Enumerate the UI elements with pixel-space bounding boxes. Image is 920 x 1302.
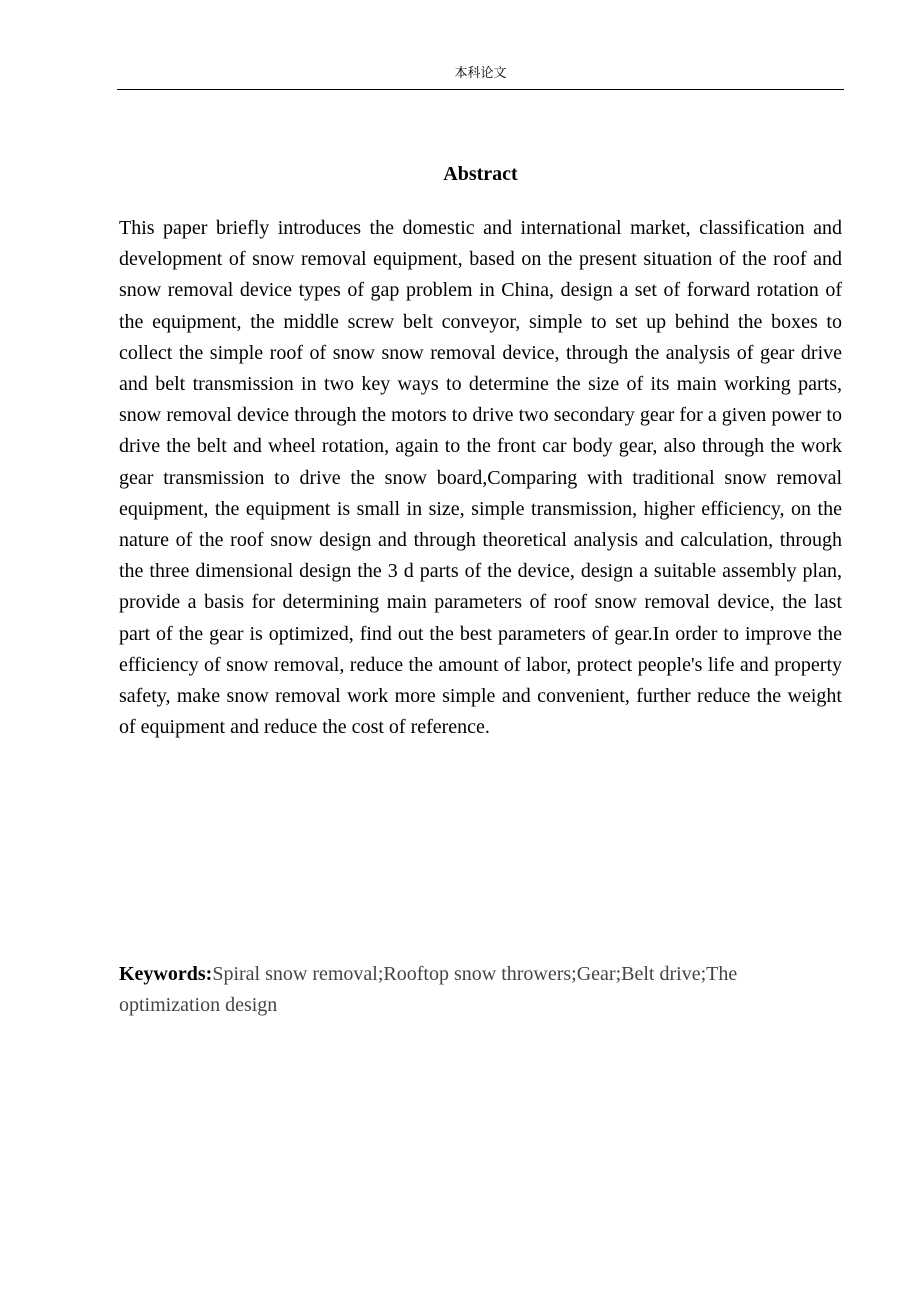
keywords-label: Keywords: bbox=[119, 963, 213, 985]
header-divider bbox=[117, 89, 844, 90]
keywords-paragraph bbox=[119, 959, 842, 1021]
abstract-body: This paper briefly introduces the domestic and international market, classification and development of snow removal equipment, based on the present situation of the roof and snow removal device types of gap problem in China, design a set of forward rotation of the equipment, the middle screw belt conveyor, simple to set up behind the boxes to collect the simple roof of snow snow removal device, through the analysis of gear drive and belt transmission in two key ways to determine the size of its main working parts, snow removal device through the motors to drive two secondary gear for a given power to drive the belt and wheel rotation, again to the front car body gear, also through the work gear transmission to drive the snow board,Comparing with traditional snow removal equipment, the equipment is small in size, simple transmission, higher efficiency, on the nature of the roof snow design and through theoretical analysis and calculation, through the three dimensional design the 3 d parts of the device, design a suitable assembly plan, provide a basis for determining main parameters of roof snow removal device, the last part of the gear is optimized, find out the best parameters of gear.In order to improve the efficiency of snow removal, reduce the amount of labor, protect people's life and property safety, make snow removal work more simple and convenient, further reduce the weight of equipment and reduce the cost of reference. bbox=[119, 217, 842, 739]
page-header: 本科论文 bbox=[454, 66, 507, 81]
abstract-heading: Abstract bbox=[443, 163, 518, 185]
keywords-text: Spiral snow removal;Rooftop snow throwers;Gear;Belt drive;The optimization design bbox=[119, 963, 738, 1016]
